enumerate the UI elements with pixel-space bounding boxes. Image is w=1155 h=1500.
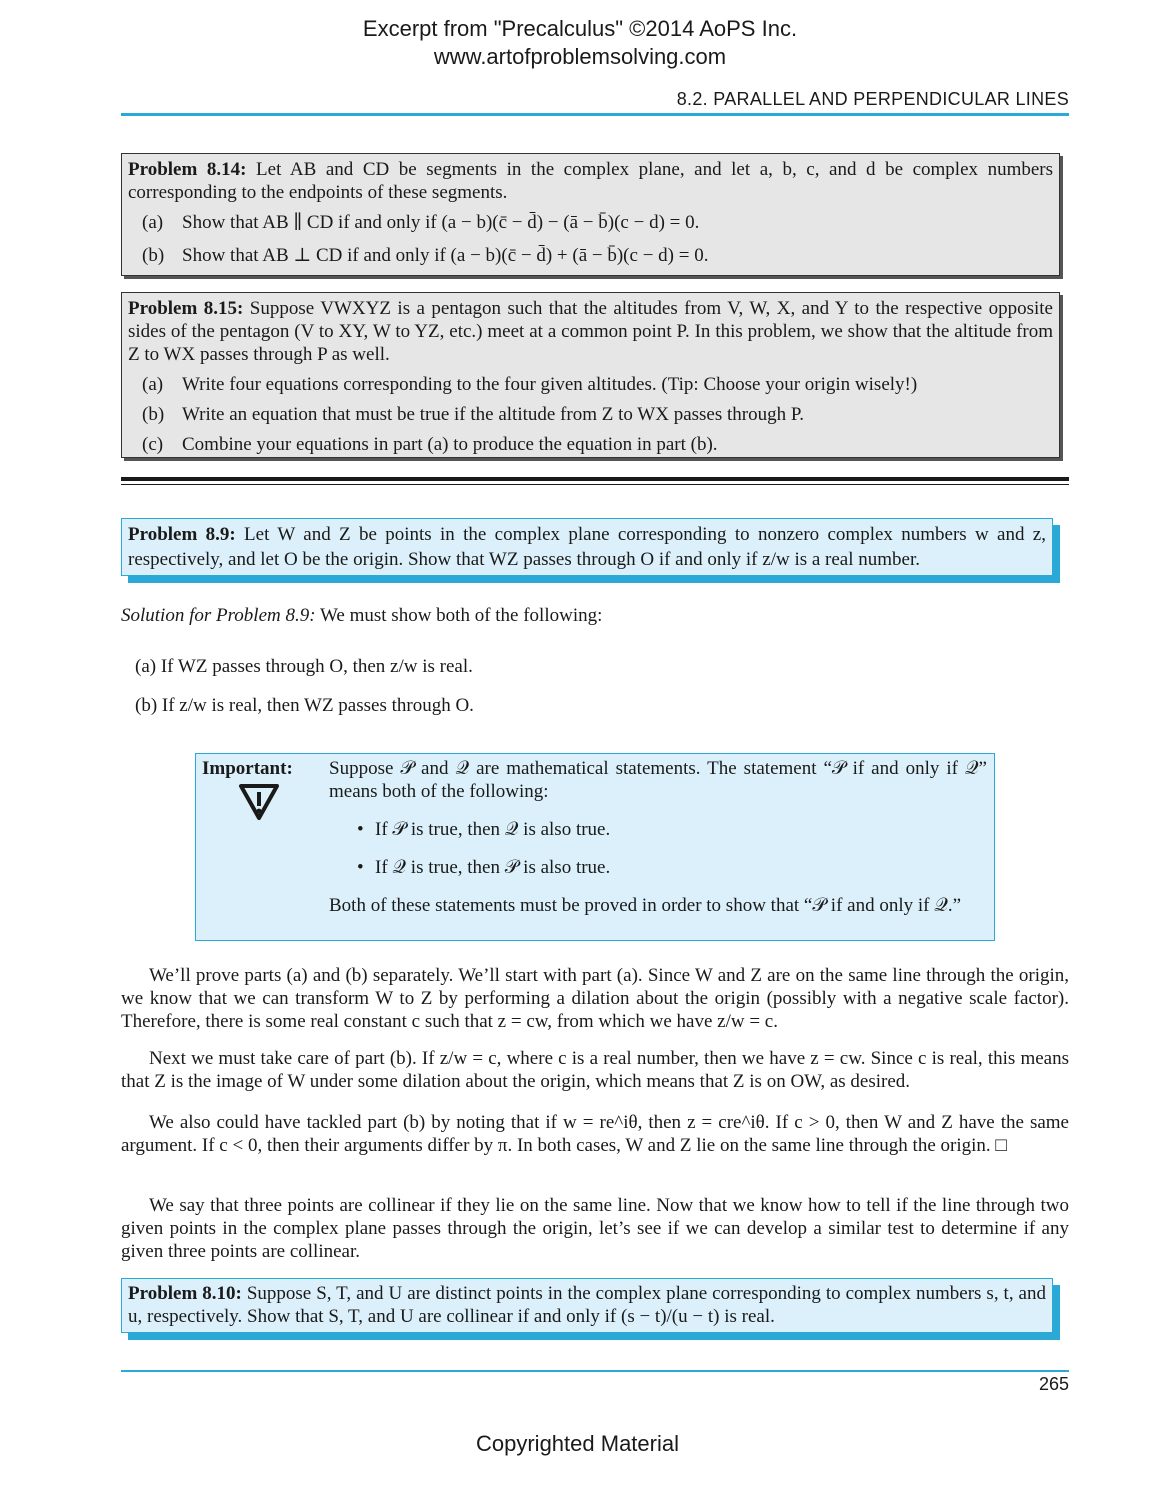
problem-8-14-statement [128, 158, 1053, 204]
problem-text: Suppose S, T, and U are distinct points in the complex plane corresponding to complex numbers s, t, and u, respectively. Show that S, T, and U are collinear if and only if (s − t)/(u − t) is real. [128, 1283, 1046, 1327]
important-body [329, 757, 987, 917]
problem-8-15-statement [128, 297, 1053, 366]
problem-part: (a) Write four equations corresponding to the four given altitudes. (Tip: Choose your origin wisely!) [142, 374, 918, 395]
paragraph: We say that three points are collinear if they lie on the same line. Now that we know how to tell if the line through two given points in the complex plane passes through the origin, let’s see if we can develop a similar test to determine if any given three points are collinear. [121, 1195, 1069, 1262]
warning-triangle-icon [237, 782, 281, 822]
problem-text: Suppose VWXYZ is a pentagon such that the altitudes from V, W, X, and Y to the respective opposite sides of the pentagon (V to XY, W to YZ, etc.) meet at a common point P. In this problem, we show that the altitude from Z to WX passes through P as well. [128, 298, 1053, 365]
website-url: www.artofproblemsolving.com [433, 44, 727, 69]
page-number: 265 [1038, 1374, 1069, 1394]
problem-part: (b) Write an equation that must be true if the altitude from Z to WX passes through P. [142, 404, 805, 425]
important-callout [195, 753, 995, 941]
running-head: 8.2. PARALLEL AND PERPENDICULAR LINES [676, 89, 1069, 109]
problem-8-14-box [121, 153, 1060, 276]
footer-rule [121, 1370, 1069, 1372]
problem-8-10-statement [128, 1282, 1046, 1328]
problem-label: Problem 8.15: [128, 298, 244, 319]
important-label: Important: [202, 758, 293, 779]
problem-part: (c) Combine your equations in part (a) to produce the equation in part (b). [142, 434, 718, 455]
important-text: Suppose 𝒫 and 𝒬 are mathematical statements. The statement “𝒫 if and only if 𝒬” means both of the following: [329, 758, 987, 802]
problem-8-10-box [121, 1278, 1053, 1333]
solution-part-b: (b) If z/w is real, then WZ passes through O. [135, 695, 474, 716]
copyright-footer: Copyrighted Material [476, 1431, 679, 1456]
paragraph: We’ll prove parts (a) and (b) separately. We’ll start with part (a). Since W and Z are on the same line through the origin, we know that we can transform W to Z by performing a dilation about the origin (possibly with a negative scale factor). Therefore, there is some real constant c such that z = cw, from which we have z/w = c. [121, 965, 1069, 1032]
problem-label: Problem 8.14: [128, 159, 247, 180]
problem-8-15-box [121, 292, 1060, 458]
important-bullet: • If 𝒫 is true, then 𝒬 is also true. [329, 818, 987, 841]
important-bullet: • If 𝒬 is true, then 𝒫 is also true. [329, 856, 987, 879]
problem-label: Problem 8.10: [128, 1283, 242, 1304]
solution-part-a: (a) If WZ passes through O, then z/w is real. [135, 656, 473, 677]
problem-text: Let AB and CD be segments in the complex plane, and let a, b, c, and d be complex numbers corresponding to the endpoints of these segments. [128, 159, 1053, 203]
problem-8-9-box [121, 518, 1053, 576]
section-rule-thin [121, 484, 1069, 485]
problem-part: (b) Show that AB ⊥ CD if and only if (a − b)(c̄ − d̄) + (ā − b̄)(c − d) = 0. [142, 245, 709, 266]
paragraph: Next we must take care of part (b). If z/w = c, where c is a real number, then we have z = cw. Since c is real, this means that Z is the image of W under some dilation about the origin, which means that Z is on OW, as desired. [121, 1048, 1069, 1092]
problem-part: (a) Show that AB ∥ CD if and only if (a − b)(c̄ − d̄) − (ā − b̄)(c − d) = 0. [142, 212, 700, 233]
problem-label: Problem 8.9: [128, 524, 236, 545]
excerpt-header: Excerpt from "Precalculus" ©2014 AoPS Inc. [362, 16, 798, 41]
problem-8-9-statement [128, 522, 1046, 572]
problem-text: Let W and Z be points in the complex plane corresponding to nonzero complex numbers w and z, respectively, and let O be the origin. Show that WZ passes through O if and only if z/w is a real number. [128, 524, 1046, 570]
solution-label: Solution for Problem 8.9: [121, 605, 316, 626]
paragraph: We also could have tackled part (b) by noting that if w = re^iθ, then z = cre^iθ. If c > 0, then W and Z have the same argument. If c < 0, then their arguments differ by π. In both cases, W and Z lie on the same line through the origin. □ [121, 1112, 1069, 1156]
header-rule [121, 113, 1069, 116]
important-closing: Both of these statements must be proved in order to show that “𝒫 if and only if 𝒬.” [329, 895, 962, 916]
solution-intro: Solution for Problem 8.9: We must show both of the following: [121, 605, 603, 626]
section-rule [121, 477, 1069, 481]
